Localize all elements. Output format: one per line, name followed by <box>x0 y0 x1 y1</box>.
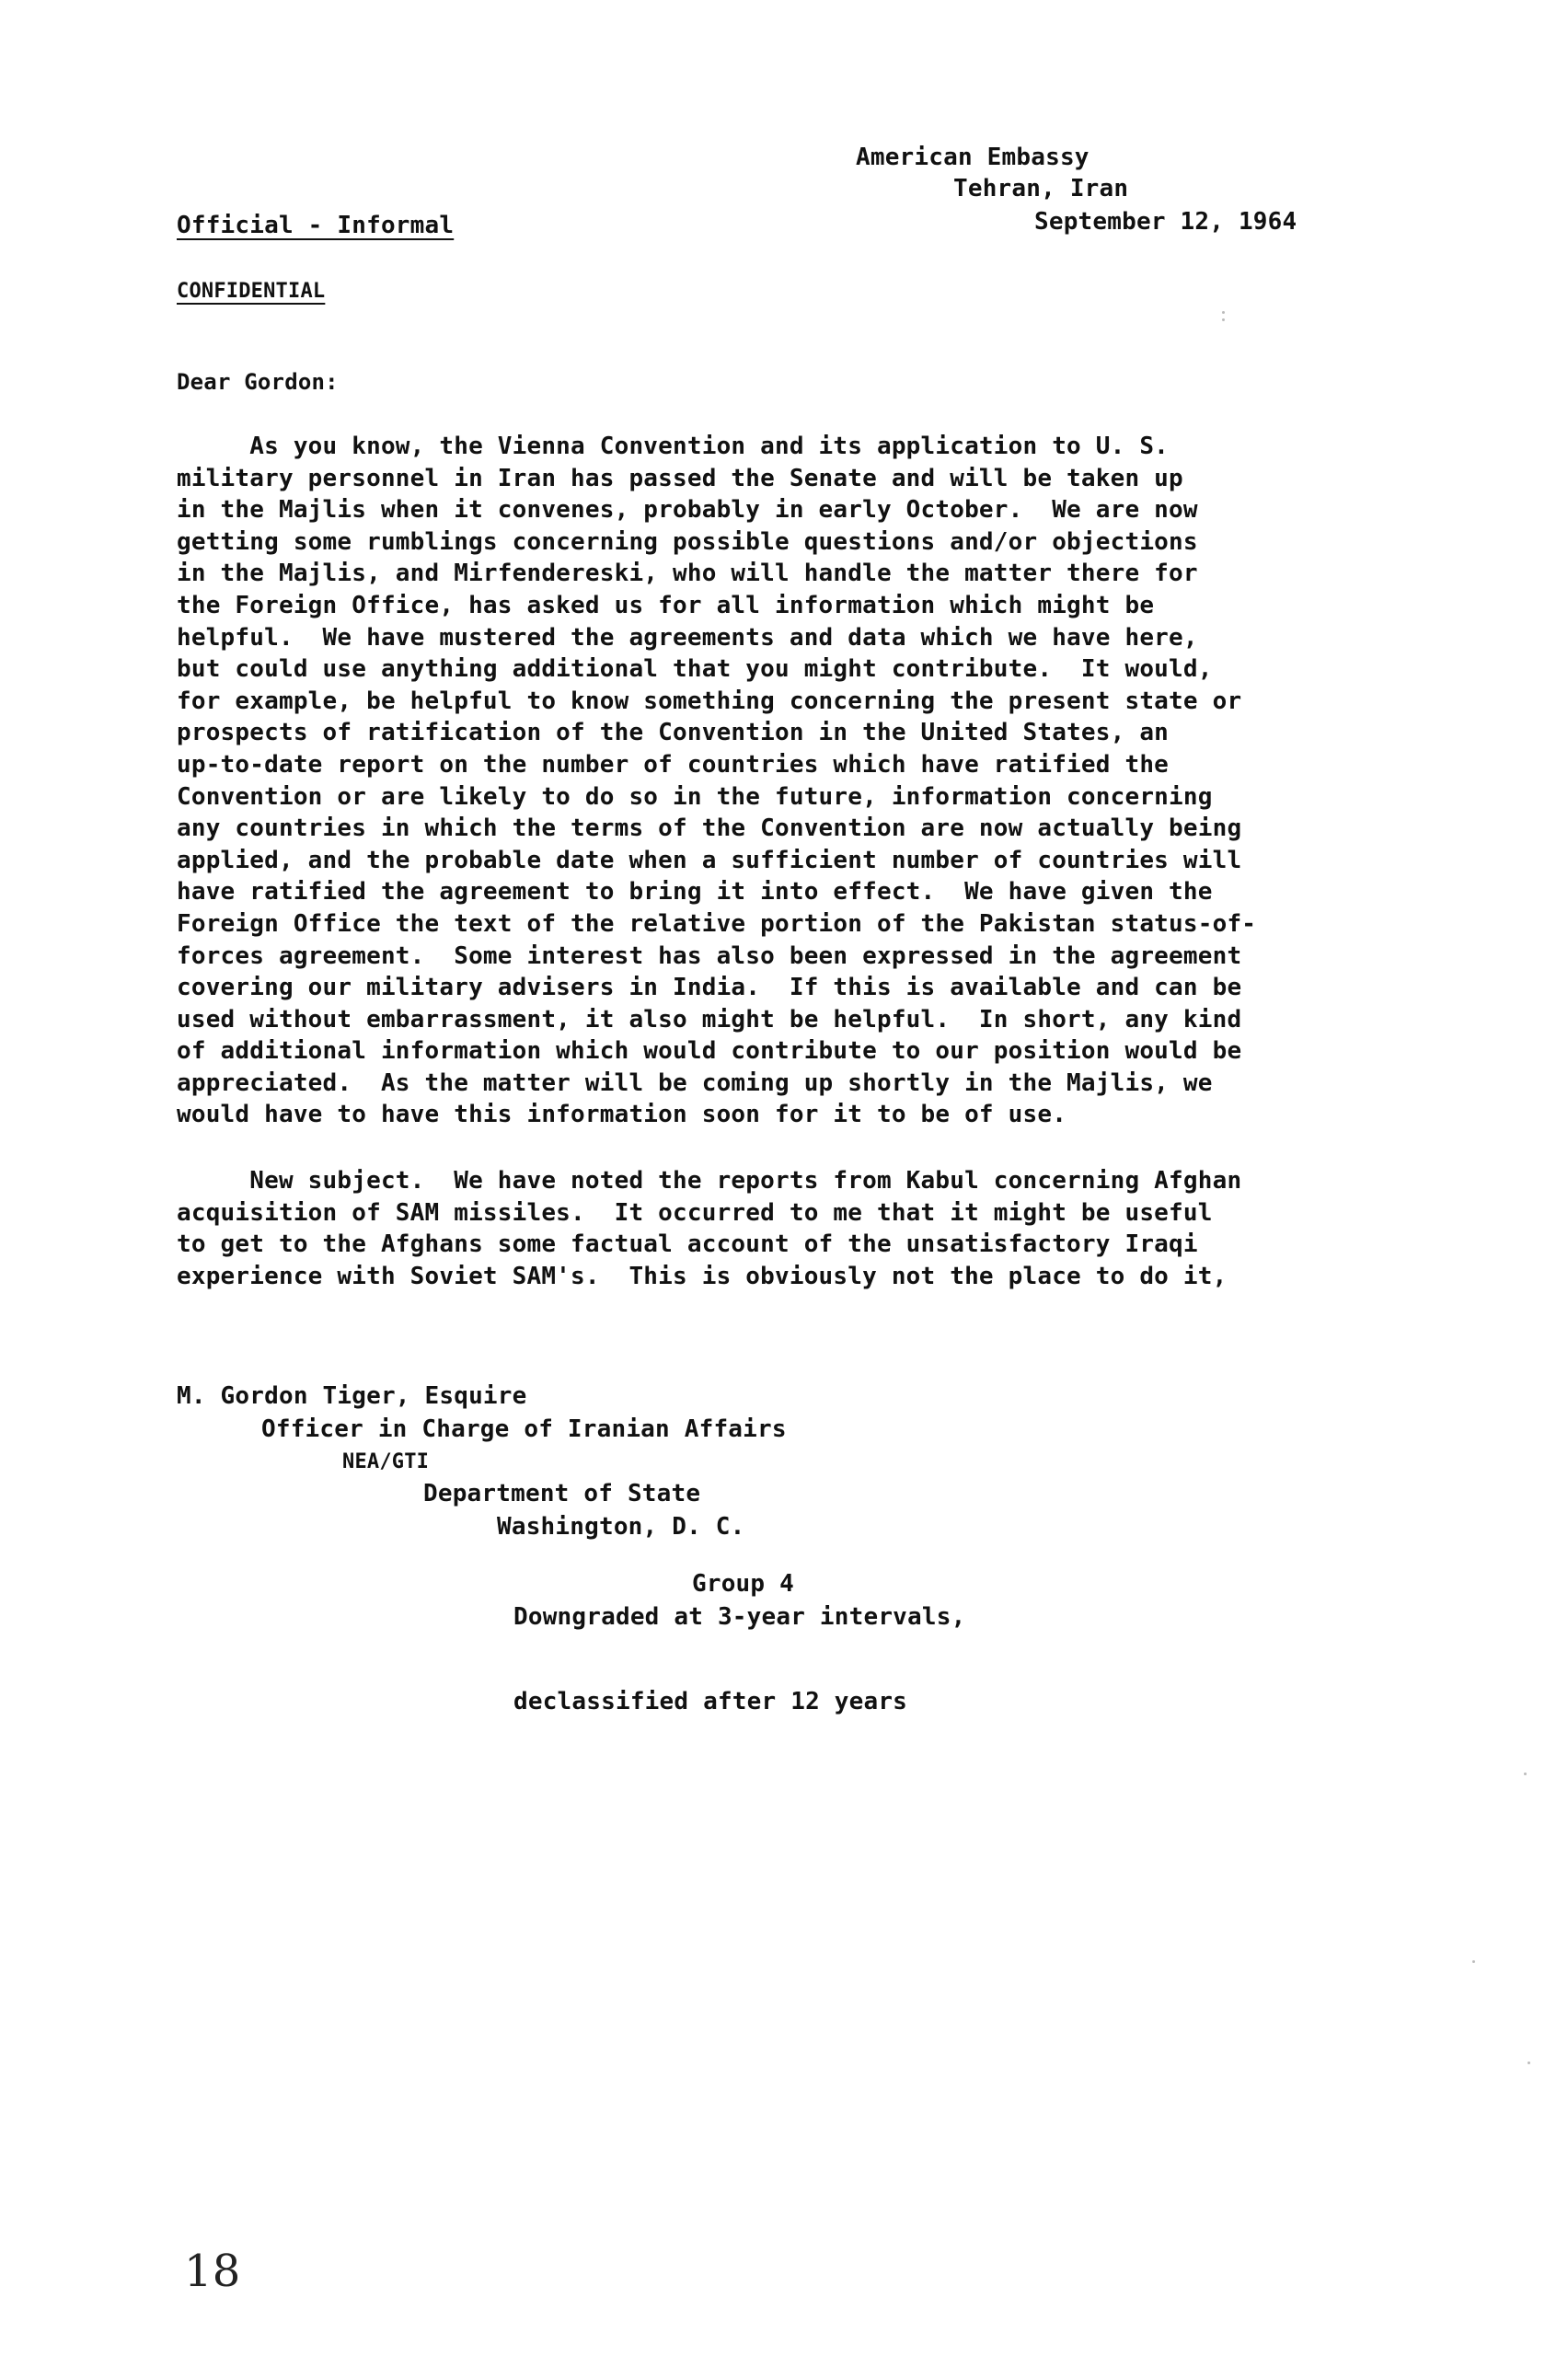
paragraph-line: getting some rumblings concerning possible questions and/or objections <box>177 527 1198 556</box>
salutation: Dear Gordon: <box>177 369 339 395</box>
paragraph-line: used without embarrassment, it also might be helpful. In short, any kind <box>177 1005 1242 1034</box>
paragraph-line: military personnel in Iran has passed the Senate and will be taken up <box>177 464 1183 492</box>
page-number: 18 <box>184 2246 241 2297</box>
scan-speck <box>1528 2062 1530 2064</box>
paragraph-line: appreciated. As the matter will be coming up shortly in the Majlis, we <box>177 1068 1213 1097</box>
paragraph-line: experience with Soviet SAM's. This is obviously not the place to do it, <box>177 1262 1228 1290</box>
paragraph-line: As you know, the Vienna Convention and its application to U. S. <box>177 433 1170 460</box>
date-line: September 12, 1964 <box>1034 208 1297 236</box>
paragraph-line: would have to have this information soon for it to be of use. <box>177 1101 1067 1129</box>
designation-line: Official - Informal <box>177 212 455 239</box>
scan-speck <box>1222 318 1225 321</box>
addressee-department: Department of State <box>423 1480 701 1507</box>
addressee-office: NEA/GTI <box>342 1450 430 1473</box>
paragraph-line: the Foreign Office, has asked us for all information which might be <box>177 591 1155 619</box>
scan-speck <box>1524 1773 1527 1775</box>
paragraph-line: but could use anything additional that you might contribute. It would, <box>177 655 1213 684</box>
paragraph-line: for example, be helpful to know something concerning the present state or <box>177 687 1242 715</box>
paragraph-line: Convention or are likely to do so in the future, information concerning <box>177 782 1213 811</box>
paragraph-line: covering our military advisers in India. If this is available and can be <box>177 974 1242 1002</box>
addressee-location: Washington, D. C. <box>497 1513 745 1541</box>
paragraph-line: Foreign Office the text of the relative portion of the Pakistan status-of- <box>177 909 1257 938</box>
paragraph-1 <box>177 431 1364 1131</box>
addressee-title: Officer in Charge of Iranian Affairs <box>261 1415 787 1443</box>
paragraph-line: any countries in which the terms of the Convention are now actually being <box>177 814 1242 843</box>
paragraph-line: forces agreement. Some interest has also been expressed in the agreement <box>177 941 1242 970</box>
sender-line: American Embassy <box>856 144 1090 171</box>
paragraph-line: helpful. We have mustered the agreements and data which we have here, <box>177 623 1198 652</box>
scan-speck <box>1472 1960 1475 1963</box>
city-line: Tehran, Iran <box>953 175 1129 202</box>
paragraph-line: have ratified the agreement to bring it into effect. We have given the <box>177 878 1213 907</box>
paragraph-line: acquisition of SAM missiles. It occurred to me that it might be useful <box>177 1198 1213 1227</box>
paragraph-line: in the Majlis, and Mirfendereski, who will handle the matter there for <box>177 560 1198 588</box>
paragraph-line: to get to the Afghans some factual account of the unsatisfactory Iraqi <box>177 1230 1198 1259</box>
classification-line: CONFIDENTIAL <box>177 280 326 303</box>
paragraph-line: prospects of ratification of the Convention in the United States, an <box>177 719 1170 747</box>
downgrade-group: Group 4 <box>692 1570 794 1598</box>
paragraph-line: New subject. We have noted the reports from Kabul concerning Afghan <box>177 1167 1242 1195</box>
paragraph-2 <box>177 1165 1364 1292</box>
addressee-name: M. Gordon Tiger, Esquire <box>177 1382 527 1410</box>
paragraph-line: in the Majlis when it convenes, probably in early October. We are now <box>177 496 1198 525</box>
downgrade-line-2: declassified after 12 years <box>513 1688 908 1715</box>
paragraph-line: up-to-date report on the number of countries which have ratified the <box>177 750 1170 779</box>
scan-speck <box>1222 311 1225 314</box>
paragraph-line: of additional information which would contribute to our position would be <box>177 1037 1242 1066</box>
downgrade-line-1: Downgraded at 3-year intervals, <box>513 1603 966 1631</box>
paragraph-line: applied, and the probable date when a sufficient number of countries will <box>177 846 1242 874</box>
downgrade-line-2-clip <box>513 1633 992 1715</box>
